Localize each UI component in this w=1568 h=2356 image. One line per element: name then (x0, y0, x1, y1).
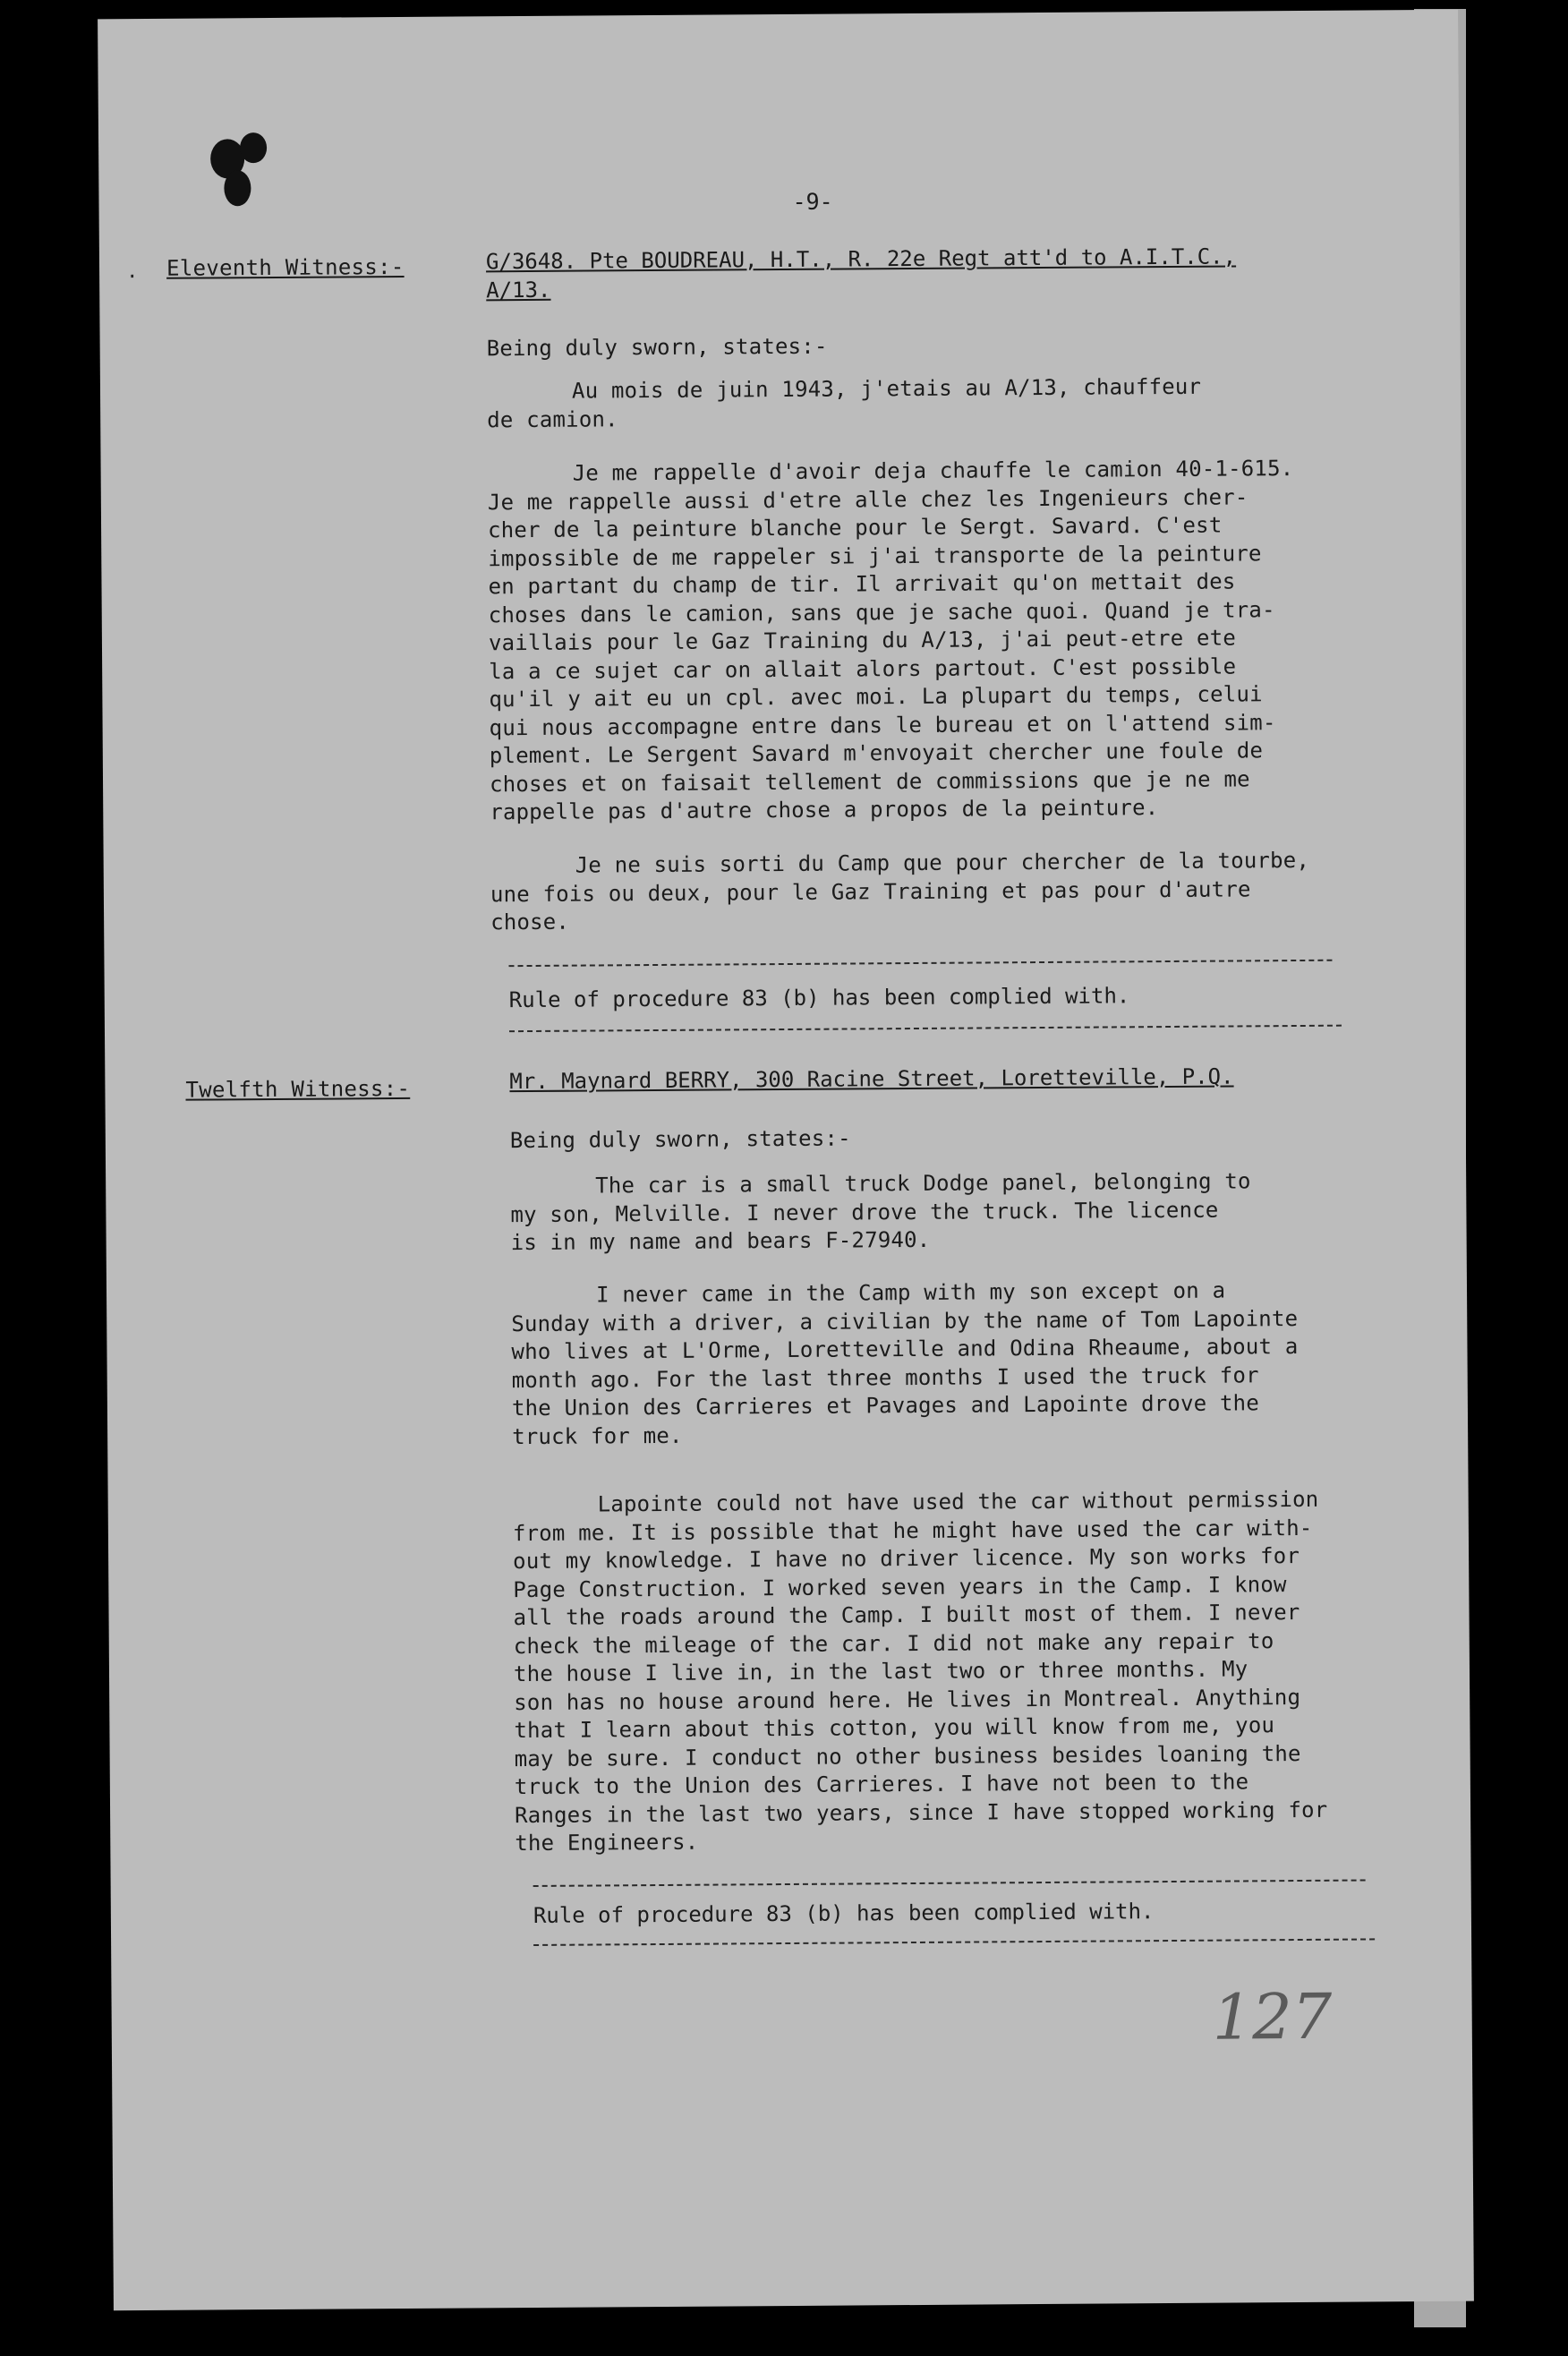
eleventh-paragraph-1: Au mois de juin 1943, j'etais au A/13, chauffeur de camion. (487, 373, 1202, 432)
twelfth-witness-name: Mr. Maynard BERRY, 300 Racine Street, Loretteville, P.Q. (509, 1063, 1234, 1095)
twelfth-paragraph-2: I never came in the Camp with my son except on a Sunday with a driver, a civilian by the name of Tom Lapointe who lives at L'Orme, Loretteville and Odina Rheaume, about a month ago. For the last three months I used the truck for the Union des Carrieres et Pavages and Lapointe drove the truck for me. (511, 1277, 1299, 1449)
eleventh-witness-name: G/3648. Pte BOUDREAU, H.T., R. 22e Regt att'd to A.I.T.C., (485, 243, 1237, 275)
dashed-separator (509, 1025, 1342, 1032)
eleventh-witness-label: Eleventh Witness:- (166, 253, 405, 281)
document-page (98, 10, 1474, 2311)
dashed-separator (508, 960, 1332, 967)
eleventh-paragraph-2: Je me rappelle d'avoir deja chauffe le camion 40-1-615. Je me rappelle aussi d'etre alle chez les Ingenieurs cher- cher de la peinture blanche pour le Sergt. Savard. C'est impossible de me rappeler si j'ai transporte de la peinture en partant du champ de tir. Il arrivait qu'on mettait des choses dans le camion, sans que je sache quoi. Quand je tra- vaillais pour le Gaz Training du A/13, j'ai peut-etre ete la a ce sujet car on allait alors partout. C'est possible qu'il y ait eu un cpl. avec moi. La plupart du temps, celui qui nous accompagne entre dans le bureau et on l'attend sim- plement. Le Sergent Savard m'envoyait chercher une foule de choses et on faisait tellement de commissions que je ne me rappelle pas d'autre chose a propos de la peinture. (487, 456, 1294, 825)
handwritten-page-number: 127 (1212, 1979, 1333, 2054)
eleventh-paragraph-3: Je ne suis sorti du Camp que pour chercher de la tourbe, une fois ou deux, pour le Gaz Training et pas pour d'autre chose. (490, 847, 1310, 935)
eleventh-witness-unit: A/13. (486, 277, 551, 303)
ink-blot (240, 132, 267, 163)
dashed-separator (533, 1938, 1375, 1946)
eleventh-rule-statement: Rule of procedure 83 (b) has been complied with. (508, 983, 1130, 1013)
ink-blot (224, 170, 251, 206)
page-number: -9- (792, 188, 833, 215)
twelfth-witness-label: Twelfth Witness:- (185, 1075, 411, 1103)
dashed-separator (533, 1879, 1366, 1886)
eleventh-sworn: Being duly sworn, states:- (486, 333, 828, 362)
twelfth-sworn: Being duly sworn, states:- (509, 1125, 851, 1154)
twelfth-rule-statement: Rule of procedure 83 (b) has been complied with. (533, 1899, 1155, 1928)
twelfth-paragraph-1: The car is a small truck Dodge panel, belonging to my son, Melville. I never drove the truck. The licence is in my name and bears F-27940. (510, 1168, 1251, 1256)
margin-dot: . (125, 260, 139, 284)
twelfth-paragraph-3: Lapointe could not have used the car without permission from me. It is possible that he might have used the car with- out my knowledge. I have no driver licence. My son works for Page Construction. I worked seven years in the Camp. I know all the roads around the Camp. I built most of them. I never check the mileage of the car. I did not make any repair to the house I live in, in the last two or three months. My son has no house around here. He lives in Montreal. Anything that I learn about this cotton, you will know from me, you may be sure. I conduct no other business besides loaning the truck to the Union des Carrieres. I have not been to the Ranges in the last two years, since I have stopped working for the Engineers. (512, 1486, 1328, 1857)
